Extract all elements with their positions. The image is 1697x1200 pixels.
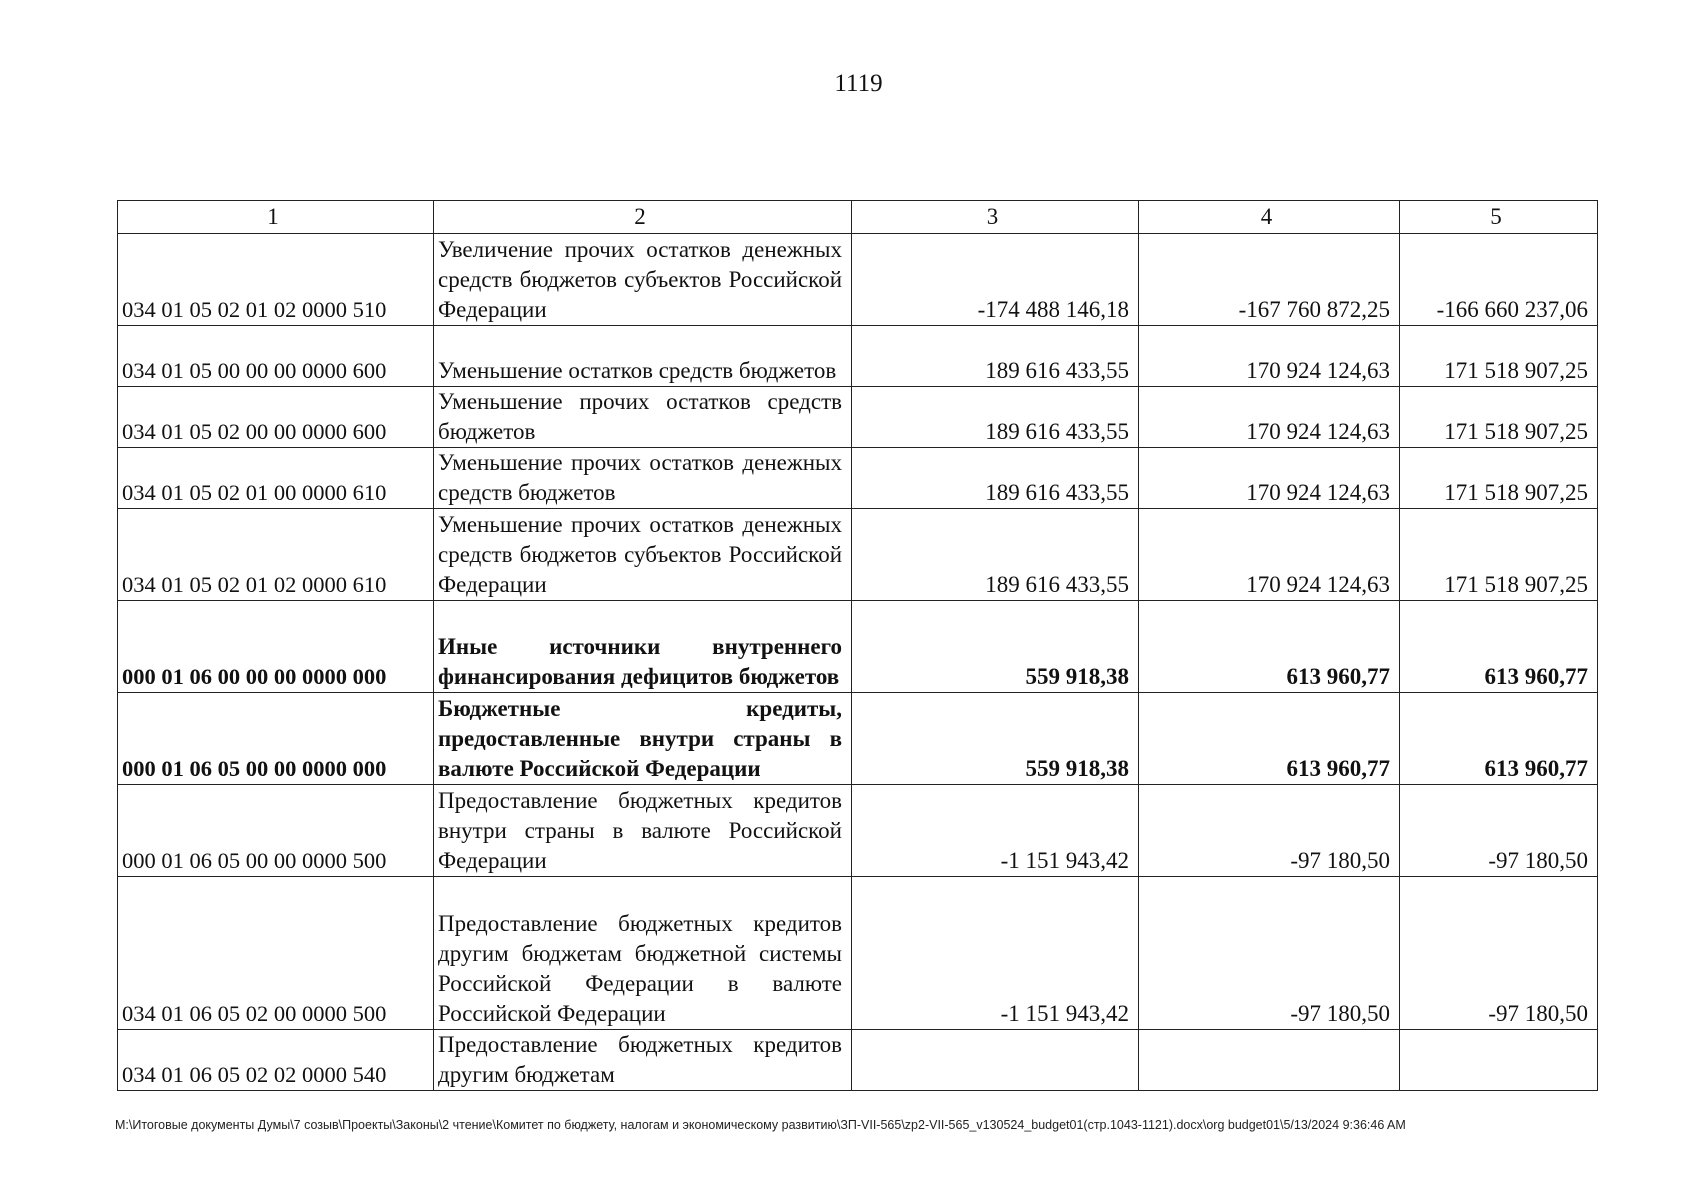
column-header-2: 2 [434, 201, 852, 234]
table-row [118, 326, 1598, 387]
row-description: Уменьшение остатков средств бюджетов [434, 326, 852, 387]
value-col-3: 189 616 433,55 [852, 448, 1139, 509]
value-col-4: -167 760 872,25 [1139, 234, 1400, 326]
value-col-3 [852, 1030, 1139, 1091]
value-col-5: 613 960,77 [1400, 601, 1598, 693]
row-description: Предоставление бюджетных кредитов внутри страны в валюте Российской Федерации [434, 785, 852, 877]
value-col-4: 613 960,77 [1139, 601, 1400, 693]
budget-code: 034 01 05 02 01 02 0000 510 [118, 234, 434, 326]
table-row [118, 877, 1598, 1030]
value-col-4: 170 924 124,63 [1139, 448, 1400, 509]
table-row [118, 1030, 1598, 1091]
value-col-3: 189 616 433,55 [852, 387, 1139, 448]
table-row [118, 509, 1598, 601]
budget-code: 034 01 05 02 00 00 0000 600 [118, 387, 434, 448]
value-col-5: 171 518 907,25 [1400, 448, 1598, 509]
value-col-3: 189 616 433,55 [852, 326, 1139, 387]
value-col-4: 170 924 124,63 [1139, 326, 1400, 387]
value-col-5: 171 518 907,25 [1400, 509, 1598, 601]
value-col-5: 171 518 907,25 [1400, 326, 1598, 387]
value-col-5: -97 180,50 [1400, 877, 1598, 1030]
budget-table [117, 200, 1598, 1091]
value-col-4: 613 960,77 [1139, 693, 1400, 785]
document-file-path: M:\Итоговые документы Думы\7 созыв\Проекты\Законы\2 чтение\Комитет по бюджету, налогам и экономическому развитию\ЗП-VII-565\zp2-VII-565_v130524_budget01(стр.1043-1121).docx\org budget01\5/13/2024 9:36:46 AM [115, 1118, 1406, 1132]
column-header-1: 1 [118, 201, 434, 234]
value-col-5: 613 960,77 [1400, 693, 1598, 785]
table-row [118, 448, 1598, 509]
column-header-3: 3 [852, 201, 1139, 234]
page-number: 1119 [834, 70, 883, 97]
row-description: Уменьшение прочих остатков денежных средств бюджетов [434, 448, 852, 509]
budget-code: 000 01 06 00 00 00 0000 000 [118, 601, 434, 693]
row-description: Предоставление бюджетных кредитов другим бюджетам [434, 1030, 852, 1091]
value-col-4: -97 180,50 [1139, 785, 1400, 877]
value-col-5: -166 660 237,06 [1400, 234, 1598, 326]
row-description: Уменьшение прочих остатков денежных средств бюджетов субъектов Российской Федерации [434, 509, 852, 601]
row-description: Уменьшение прочих остатков средств бюджетов [434, 387, 852, 448]
row-description: Увеличение прочих остатков денежных средств бюджетов субъектов Российской Федерации [434, 234, 852, 326]
budget-code: 034 01 06 05 02 02 0000 540 [118, 1030, 434, 1091]
row-description: Бюджетные кредиты, предоставленные внутри страны в валюте Российской Федерации [434, 693, 852, 785]
value-col-4 [1139, 1030, 1400, 1091]
budget-code: 034 01 05 02 01 02 0000 610 [118, 509, 434, 601]
budget-code: 000 01 06 05 00 00 0000 500 [118, 785, 434, 877]
budget-code: 034 01 05 00 00 00 0000 600 [118, 326, 434, 387]
table-row [118, 387, 1598, 448]
value-col-5: -97 180,50 [1400, 785, 1598, 877]
value-col-3: -1 151 943,42 [852, 785, 1139, 877]
value-col-3: 559 918,38 [852, 693, 1139, 785]
table-header-row [118, 201, 1598, 234]
budget-code: 034 01 06 05 02 00 0000 500 [118, 877, 434, 1030]
value-col-4: 170 924 124,63 [1139, 509, 1400, 601]
value-col-3: 189 616 433,55 [852, 509, 1139, 601]
column-header-5: 5 [1400, 201, 1598, 234]
value-col-4: -97 180,50 [1139, 877, 1400, 1030]
budget-code: 034 01 05 02 01 00 0000 610 [118, 448, 434, 509]
value-col-3: 559 918,38 [852, 601, 1139, 693]
value-col-3: -1 151 943,42 [852, 877, 1139, 1030]
row-description: Иные источники внутреннего финансирования дефицитов бюджетов [434, 601, 852, 693]
value-col-4: 170 924 124,63 [1139, 387, 1400, 448]
row-description: Предоставление бюджетных кредитов другим бюджетам бюджетной системы Российской Федерации в валюте Российской Федерации [434, 877, 852, 1030]
table-row [118, 234, 1598, 326]
value-col-3: -174 488 146,18 [852, 234, 1139, 326]
table-row [118, 693, 1598, 785]
table-row [118, 601, 1598, 693]
column-header-4: 4 [1139, 201, 1400, 234]
value-col-5: 171 518 907,25 [1400, 387, 1598, 448]
value-col-5 [1400, 1030, 1598, 1091]
budget-code: 000 01 06 05 00 00 0000 000 [118, 693, 434, 785]
table-row [118, 785, 1598, 877]
